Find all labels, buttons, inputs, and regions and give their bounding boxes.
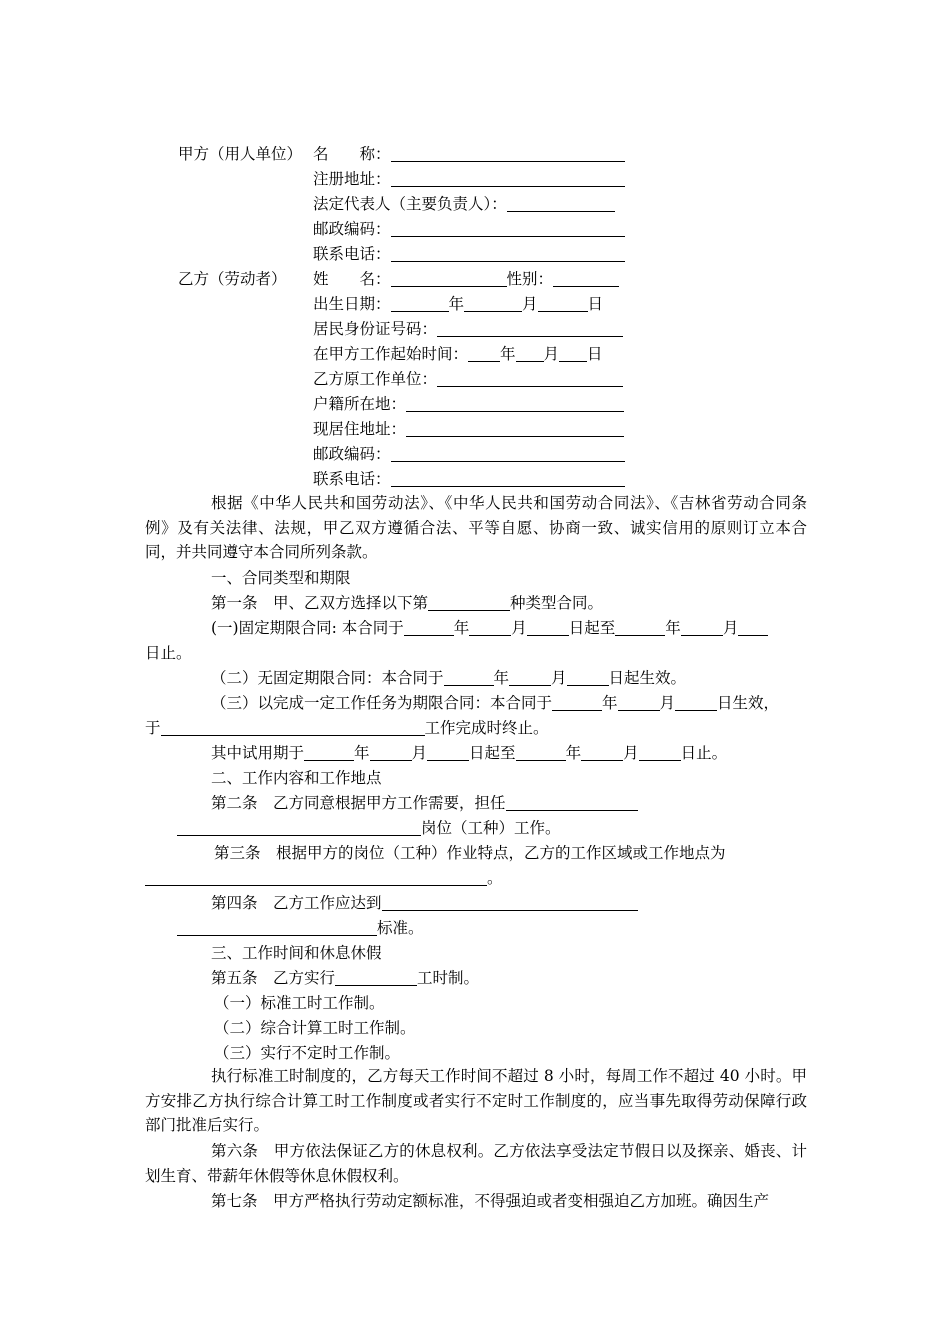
party-b-phone-field[interactable] — [391, 470, 625, 487]
type-2-text: （二）无固定期限合同：本合同于 — [211, 669, 444, 687]
party-b-residence-label: 现居住地址： — [313, 420, 407, 438]
prob-start-year[interactable] — [304, 744, 354, 761]
type-3-line — [211, 693, 779, 713]
party-b-name-label: 姓 名： — [313, 270, 391, 288]
party-b-name-field[interactable] — [391, 270, 507, 287]
month-unit: 月 — [623, 744, 639, 762]
probation-end: 日止。 — [680, 744, 728, 762]
party-b-start-row — [313, 344, 603, 364]
section-heading-1: 一、合同类型和期限 — [211, 569, 351, 587]
probation-mid: 日起至 — [469, 744, 516, 762]
month-unit: 月 — [659, 694, 676, 712]
party-a-address-row — [313, 169, 625, 189]
party-a-label: 甲方（用人单位） — [178, 145, 303, 163]
party-a-name-row — [313, 144, 625, 164]
party-b-hukou-row — [313, 394, 624, 414]
prob-end-year[interactable] — [516, 744, 566, 761]
standard-field-1[interactable] — [382, 894, 638, 911]
month-unit: 月 — [722, 619, 739, 637]
birth-year-field[interactable] — [391, 295, 449, 312]
t3-month[interactable] — [618, 694, 660, 711]
prob-end-month[interactable] — [581, 744, 623, 761]
party-b-birth-label: 出生日期： — [313, 295, 391, 313]
party-a-phone-field[interactable] — [391, 245, 625, 262]
month-unit: 月 — [551, 669, 567, 687]
article-4-end: 标准。 — [377, 919, 424, 937]
t1-start-year[interactable] — [404, 619, 454, 636]
party-b-prev-unit-field[interactable] — [437, 370, 623, 387]
party-b-id-label: 居民身份证号码： — [313, 320, 438, 338]
party-a-rep-row — [313, 194, 615, 214]
hours-option-2: （二）综合计算工时工作制。 — [214, 1019, 416, 1037]
month-unit: 月 — [522, 295, 538, 313]
party-a-postcode-row — [313, 219, 625, 239]
party-b-start-label: 在甲方工作起始时间： — [313, 345, 469, 363]
start-year-field[interactable] — [468, 345, 500, 362]
article-4-text: 第四条 乙方工作应达到 — [211, 894, 382, 912]
month-unit: 月 — [511, 619, 527, 637]
party-a-phone-label: 联系电话： — [313, 245, 391, 263]
t1-end-day[interactable] — [738, 619, 768, 636]
party-b-gender-field[interactable] — [553, 270, 619, 287]
type-1-mid: 日起至 — [568, 619, 616, 637]
type-3-yu: 于 — [145, 719, 161, 737]
article-1-text-end: 种类型合同。 — [510, 594, 604, 612]
type-1-end: 日止。 — [145, 644, 192, 662]
prob-start-month[interactable] — [370, 744, 412, 761]
position-field-1[interactable] — [506, 794, 638, 811]
type-2-line — [211, 668, 686, 688]
party-a-rep-label: 法定代表人（主要负责人）： — [313, 195, 507, 213]
year-unit: 年 — [500, 345, 516, 363]
t2-month[interactable] — [509, 669, 551, 686]
article-2-line-2 — [177, 818, 561, 838]
article-3: 第三条 根据甲方的岗位（工种）作业特点，乙方的工作区域或工作地点为 — [214, 844, 726, 862]
party-b-id-field[interactable] — [437, 320, 623, 337]
year-unit: 年 — [453, 619, 470, 637]
party-b-phone-label: 联系电话： — [313, 470, 391, 488]
article-2-end: 岗位（工种）工作。 — [421, 819, 561, 837]
party-b-label: 乙方（劳动者） — [178, 270, 287, 288]
party-b-gender-label: 性别： — [506, 270, 554, 288]
day-unit: 日 — [587, 345, 603, 363]
article-1 — [211, 593, 603, 613]
prob-start-day[interactable] — [427, 744, 469, 761]
article-3-end: 。 — [487, 869, 503, 887]
type-3-text: （三）以完成一定工作任务为期限合同：本合同于 — [211, 694, 553, 712]
birth-month-field[interactable] — [464, 295, 522, 312]
standard-hours-paragraph: 执行标准工时制度的，乙方每天工作时间不超过 8 小时，每周工作不超过 40 小时。甲方安排乙方执行综合计算工时工作制度或者实行不定时工作制度的，应当事先取得劳动保障行政部门批准后实行。 — [145, 1067, 807, 1134]
party-b-birth-row — [313, 294, 603, 314]
article-5 — [211, 968, 479, 988]
day-unit: 日 — [587, 295, 604, 313]
party-a-rep-field[interactable] — [507, 195, 615, 212]
type-1-text: (一)固定期限合同: 本合同于 — [211, 619, 404, 637]
party-b-prev-unit-label: 乙方原工作单位： — [313, 370, 438, 388]
article-5-text: 第五条 乙方实行 — [211, 969, 336, 987]
probation-line — [211, 743, 727, 763]
position-field-2[interactable] — [177, 819, 421, 836]
year-unit: 年 — [448, 295, 465, 313]
article-4-line-2 — [177, 918, 424, 938]
type-3-mid: 日生效， — [717, 694, 780, 712]
year-unit: 年 — [665, 619, 681, 637]
party-a-name-label: 名 称： — [313, 145, 391, 163]
party-b-postcode-field[interactable] — [391, 445, 625, 462]
party-a-address-field[interactable] — [391, 170, 625, 187]
type-2-end: 日起生效。 — [608, 669, 687, 687]
article-5-end: 工时制。 — [417, 969, 480, 987]
party-a-phone-row — [313, 244, 625, 264]
party-b-prev-unit-row — [313, 369, 623, 389]
year-unit: 年 — [565, 744, 582, 762]
birth-day-field[interactable] — [538, 295, 588, 312]
prob-end-day[interactable] — [639, 744, 681, 761]
type-1-line — [211, 618, 768, 638]
work-location-field[interactable] — [145, 869, 487, 886]
t1-end-year[interactable] — [615, 619, 665, 636]
party-b-postcode-label: 邮政编码： — [313, 445, 391, 463]
type-3-line-2 — [145, 718, 549, 738]
article-4 — [211, 893, 638, 913]
article-2 — [211, 793, 638, 813]
party-b-residence-field[interactable] — [406, 420, 624, 437]
party-b-phone-row — [313, 469, 625, 489]
t2-day[interactable] — [567, 669, 609, 686]
hours-system-field[interactable] — [335, 969, 417, 986]
party-b-name-row — [313, 269, 619, 289]
party-a-name-field[interactable] — [391, 145, 625, 162]
hours-option-1: （一）标准工时工作制。 — [214, 994, 385, 1012]
party-a-postcode-field[interactable] — [391, 220, 625, 237]
month-unit: 月 — [543, 345, 560, 363]
article-7: 第七条 甲方严格执行劳动定额标准，不得强迫或者变相强迫乙方加班。确因生产 — [211, 1192, 770, 1210]
party-b-residence-row — [313, 419, 624, 439]
start-day-field[interactable] — [559, 345, 587, 362]
article-6: 第六条 甲方依法保证乙方的休息权利。乙方依法享受法定节假日以及探亲、婚丧、计划生育、带薪年休假等休息休假权利。 — [145, 1142, 807, 1185]
party-a-address-label: 注册地址： — [313, 170, 391, 188]
year-unit: 年 — [602, 694, 618, 712]
probation-text: 其中试用期于 — [211, 744, 305, 762]
t1-start-month[interactable] — [469, 619, 511, 636]
start-month-field[interactable] — [516, 345, 544, 362]
party-b-hukou-field[interactable] — [406, 395, 624, 412]
article-1-text: 第一条 甲、乙双方选择以下第 — [211, 594, 429, 612]
year-unit: 年 — [493, 669, 510, 687]
month-unit: 月 — [411, 744, 428, 762]
t3-task-field[interactable] — [161, 719, 425, 736]
standard-field-2[interactable] — [177, 919, 377, 936]
t3-day[interactable] — [675, 694, 717, 711]
t1-end-month[interactable] — [681, 619, 723, 636]
party-b-id-row — [313, 319, 623, 339]
party-b-postcode-row — [313, 444, 625, 464]
party-a-postcode-label: 邮政编码： — [313, 220, 391, 238]
preamble-paragraph: 根据《中华人民共和国劳动法》、《中华人民共和国劳动合同法》、《吉林省劳动合同条例》及有关法律、法规，甲乙双方遵循合法、平等自愿、协商一致、诚实信用的原则订立本合同，并共同遵守本合同所列条款。 — [145, 494, 807, 561]
year-unit: 年 — [354, 744, 370, 762]
t2-year[interactable] — [444, 669, 494, 686]
article-3-line-2 — [145, 868, 503, 888]
hours-option-3: （三）实行不定时工作制。 — [214, 1044, 401, 1062]
section-heading-3: 三、工作时间和休息休假 — [211, 944, 382, 962]
section-heading-2: 二、工作内容和工作地点 — [211, 769, 382, 787]
t3-year[interactable] — [552, 694, 602, 711]
type-3-end: 工作完成时终止。 — [424, 719, 549, 737]
contract-type-field[interactable] — [428, 594, 510, 611]
party-b-hukou-label: 户籍所在地： — [313, 395, 407, 413]
t1-start-day[interactable] — [527, 619, 569, 636]
article-2-text: 第二条 乙方同意根据甲方工作需要，担任 — [211, 794, 506, 812]
